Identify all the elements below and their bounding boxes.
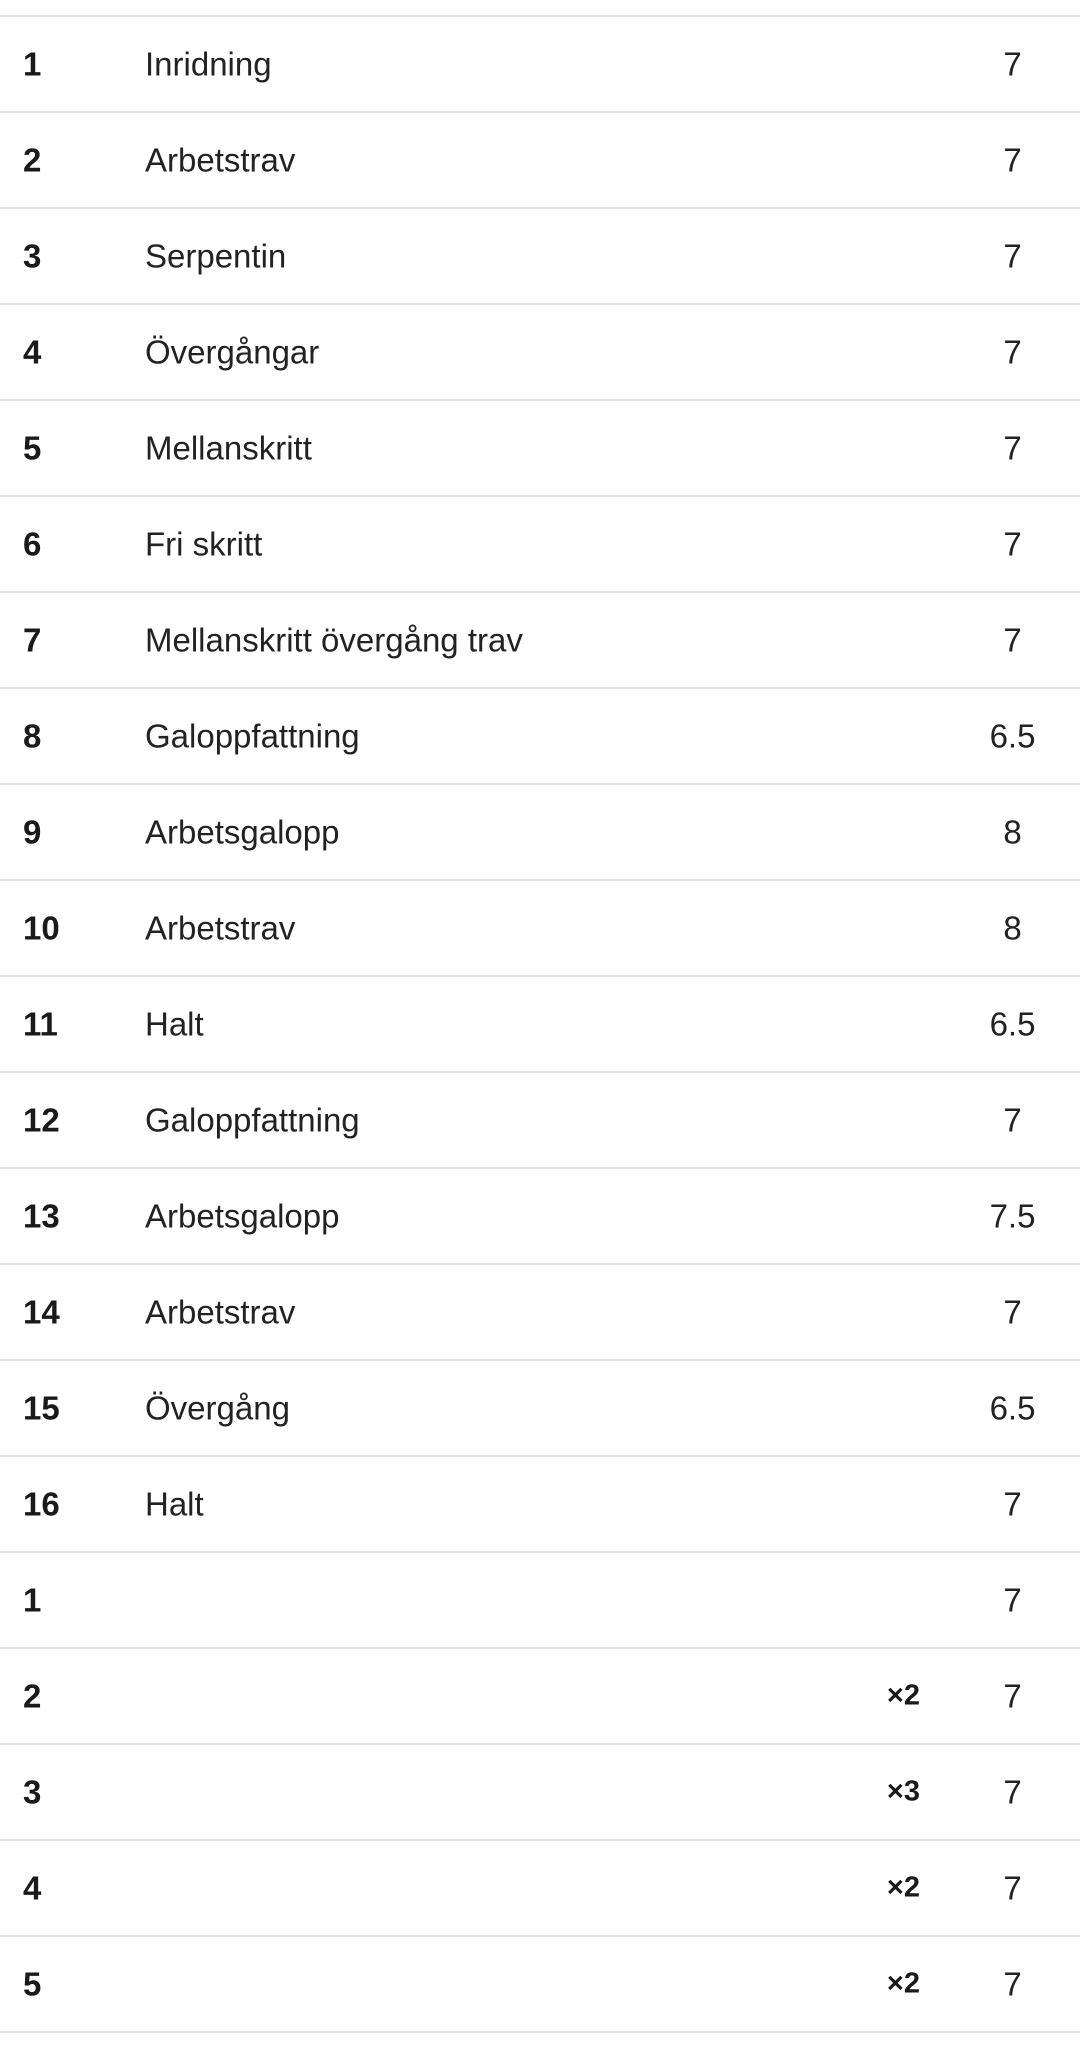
row-number: 13 <box>23 1197 60 1235</box>
row-number: 1 <box>23 1581 42 1619</box>
movement-row <box>0 1169 1080 1265</box>
row-number: 16 <box>23 1485 60 1523</box>
row-score: 6.5 <box>989 1389 1036 1427</box>
row-name: Mellanskritt övergång trav <box>145 621 523 659</box>
row-number: 7 <box>23 621 42 659</box>
row-score: 7 <box>1003 1773 1022 1811</box>
row-number: 9 <box>23 813 42 851</box>
row-name: Inridning <box>145 45 272 83</box>
movement-row <box>0 17 1080 113</box>
movement-row <box>0 689 1080 785</box>
row-score: 7 <box>1003 1101 1022 1139</box>
row-name: Arbetstrav <box>145 1293 296 1331</box>
row-number: 14 <box>23 1293 60 1331</box>
general-impression-row <box>0 1649 1080 1745</box>
row-number: 8 <box>23 717 42 755</box>
row-number: 5 <box>23 1965 42 2003</box>
movement-row <box>0 1457 1080 1553</box>
row-number: 3 <box>23 237 42 275</box>
row-score: 8 <box>1003 813 1022 851</box>
row-score: 7 <box>1003 1293 1022 1331</box>
row-name: Halt <box>145 1485 204 1523</box>
row-number: 4 <box>23 1869 42 1907</box>
row-score: 7 <box>1003 1581 1022 1619</box>
row-number: 2 <box>23 141 42 179</box>
row-name: Serpentin <box>145 237 287 275</box>
row-name: Arbetstrav <box>145 141 296 179</box>
row-name: Övergångar <box>145 333 320 371</box>
row-score: 7 <box>1003 1869 1022 1907</box>
row-score: 7 <box>1003 621 1022 659</box>
row-number: 2 <box>23 1677 42 1715</box>
general-impression-row <box>0 1937 1080 2033</box>
row-number: 11 <box>23 1005 58 1043</box>
row-name: Arbetsgalopp <box>145 813 340 851</box>
row-score: 6.5 <box>989 1005 1036 1043</box>
row-score: 8 <box>1003 909 1022 947</box>
movement-row <box>0 113 1080 209</box>
row-number: 1 <box>23 45 42 83</box>
row-name: Mellanskritt <box>145 429 312 467</box>
row-number: 4 <box>23 333 42 371</box>
row-coefficient: ×2 <box>886 1679 920 1712</box>
general-impression-row <box>0 1745 1080 1841</box>
row-score: 7 <box>1003 429 1022 467</box>
movement-row <box>0 305 1080 401</box>
movement-row <box>0 497 1080 593</box>
row-score: 7 <box>1003 525 1022 563</box>
row-score: 7 <box>1003 333 1022 371</box>
movement-row <box>0 881 1080 977</box>
row-coefficient: ×2 <box>886 1967 920 2000</box>
row-name: Arbetstrav <box>145 909 296 947</box>
row-name: Arbetsgalopp <box>145 1197 340 1235</box>
row-number: 10 <box>23 909 60 947</box>
row-number: 15 <box>23 1389 60 1427</box>
general-impression-row <box>0 1553 1080 1649</box>
row-coefficient: ×3 <box>886 1775 920 1808</box>
row-name: Övergång <box>145 1389 290 1427</box>
movement-row <box>0 1361 1080 1457</box>
row-score: 6.5 <box>989 717 1036 755</box>
row-score: 7 <box>1003 1965 1022 2003</box>
row-score: 7 <box>1003 1677 1022 1715</box>
movement-row <box>0 401 1080 497</box>
row-number: 5 <box>23 429 42 467</box>
row-score: 7 <box>1003 1485 1022 1523</box>
movement-row <box>0 785 1080 881</box>
movement-row <box>0 1073 1080 1169</box>
row-name: Fri skritt <box>145 525 263 563</box>
movement-row <box>0 209 1080 305</box>
row-score: 7.5 <box>989 1197 1036 1235</box>
row-number: 12 <box>23 1101 60 1139</box>
row-name: Galoppfattning <box>145 717 360 755</box>
row-score: 7 <box>1003 45 1022 83</box>
movement-row <box>0 1265 1080 1361</box>
general-impression-row <box>0 1841 1080 1937</box>
row-number: 3 <box>23 1773 42 1811</box>
row-coefficient: ×2 <box>886 1871 920 1904</box>
row-score: 7 <box>1003 237 1022 275</box>
movement-row <box>0 977 1080 1073</box>
row-number: 6 <box>23 525 42 563</box>
movement-row <box>0 593 1080 689</box>
score-table <box>0 15 1080 2033</box>
row-score: 7 <box>1003 141 1022 179</box>
row-name: Galoppfattning <box>145 1101 360 1139</box>
row-name: Halt <box>145 1005 204 1043</box>
